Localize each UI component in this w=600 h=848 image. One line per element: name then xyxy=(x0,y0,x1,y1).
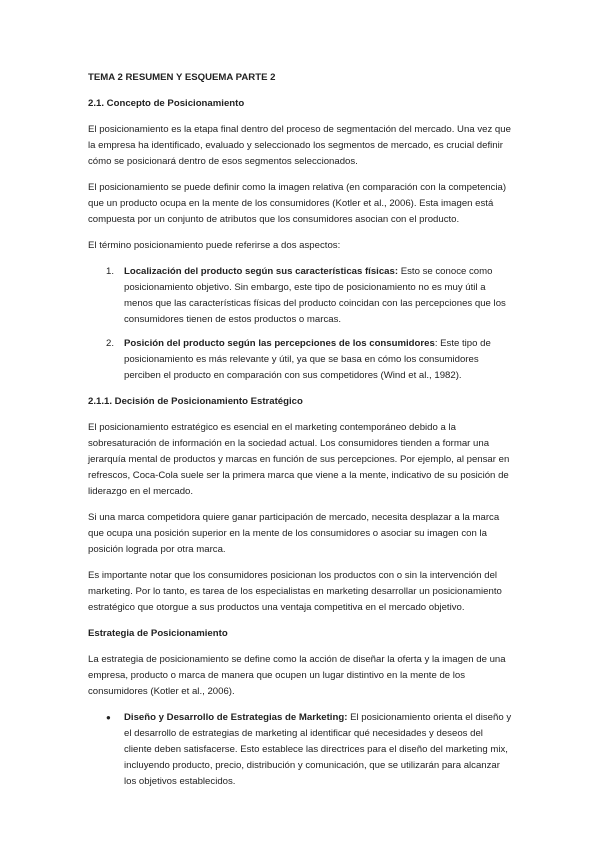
subsection-heading-estrategia: Estrategia de Posicionamiento xyxy=(88,628,228,639)
list-item-bold: Diseño y Desarrollo de Estrategias de Marketing: xyxy=(124,712,348,723)
paragraph: El posicionamiento se puede definir como la imagen relativa (en comparación con la competencia) que un producto ocupa en la mente de los consumidores (Kotler et al., 2006). Esta imagen está compuesta por un conjunto de atributos que los consumidores asocian con el producto. xyxy=(88,182,507,225)
bullet-icon: ● xyxy=(106,713,111,722)
document-page xyxy=(88,70,513,800)
section-heading-2-1: 2.1. Concepto de Posicionamiento xyxy=(88,98,245,109)
list-item-bold: Posición del producto según las percepciones de los consumidores xyxy=(124,338,435,349)
paragraph: Es importante notar que los consumidores posicionan los productos con o sin la intervención del marketing. Por lo tanto, es tarea de los especialistas en marketing desarrollar un posicionamiento estratégico que otorgue a sus productos una ventaja competitiva en el mercado objetivo. xyxy=(88,570,502,613)
list-item-text: Esto se conoce como posicionamiento objetivo. Sin embargo, este tipo de posicionamiento no es muy útil a menos que las características físicas del producto coincidan con las percepciones que los consumidores tienen de estos productos o marcas. xyxy=(124,266,506,325)
list-item xyxy=(88,710,513,790)
numbered-list xyxy=(88,264,513,384)
list-number: 2. xyxy=(106,338,115,349)
list-item xyxy=(88,264,513,328)
section-heading-2-1-1: 2.1.1. Decisión de Posicionamiento Estratégico xyxy=(88,396,303,407)
paragraph: El término posicionamiento puede referirse a dos aspectos: xyxy=(88,240,341,251)
list-number: 1. xyxy=(106,266,115,277)
list-item-bold: Localización del producto según sus características físicas: xyxy=(124,266,399,277)
list-item-text: : Este tipo de posicionamiento es más relevante y útil, ya que se basa en cómo los consumidores perciben el producto en comparación con sus competidores (Wind et al., 1982). xyxy=(124,338,491,381)
paragraph: Si una marca competidora quiere ganar participación de mercado, necesita desplazar a la marca que ocupa una posición superior en la mente de los consumidores o asociar su imagen con la posición lograda por otra marca. xyxy=(88,512,500,555)
paragraph: La estrategia de posicionamiento se define como la acción de diseñar la oferta y la imagen de una empresa, producto o marca de manera que ocupen un lugar distintivo en la mente de los consumidores (Kotler et al., 2006). xyxy=(88,654,506,697)
paragraph: El posicionamiento es la etapa final dentro del proceso de segmentación del mercado. Una vez que la empresa ha identificado, evaluado y seleccionado los segmentos de mercado, es crucial definir cómo se posicionará dentro de esos segmentos seleccionados. xyxy=(88,124,511,167)
document-title: TEMA 2 RESUMEN Y ESQUEMA PARTE 2 xyxy=(88,72,276,83)
paragraph: El posicionamiento estratégico es esencial en el marketing contemporáneo debido a la sobresaturación de información en la sociedad actual. Los consumidores tienden a formar una jerarquía mental de productos y marcas en función de sus percepciones. Por ejemplo, al pensar en refrescos, Coca-Cola suele ser la primera marca que viene a la mente, indicativo de su posición de liderazgo en el mercado. xyxy=(88,422,510,497)
list-item-text: El posicionamiento orienta el diseño y el desarrollo de estrategias de marketing al identificar qué necesidades y deseos del cliente deben satisfacerse. Esto establece las directrices para el diseño del marketing mix, incluyendo producto, precio, distribución y comunicación, que se utilizarán para alcanzar los objetivos establecidos. xyxy=(124,712,512,787)
list-item xyxy=(88,336,513,384)
bullet-list xyxy=(88,710,513,790)
